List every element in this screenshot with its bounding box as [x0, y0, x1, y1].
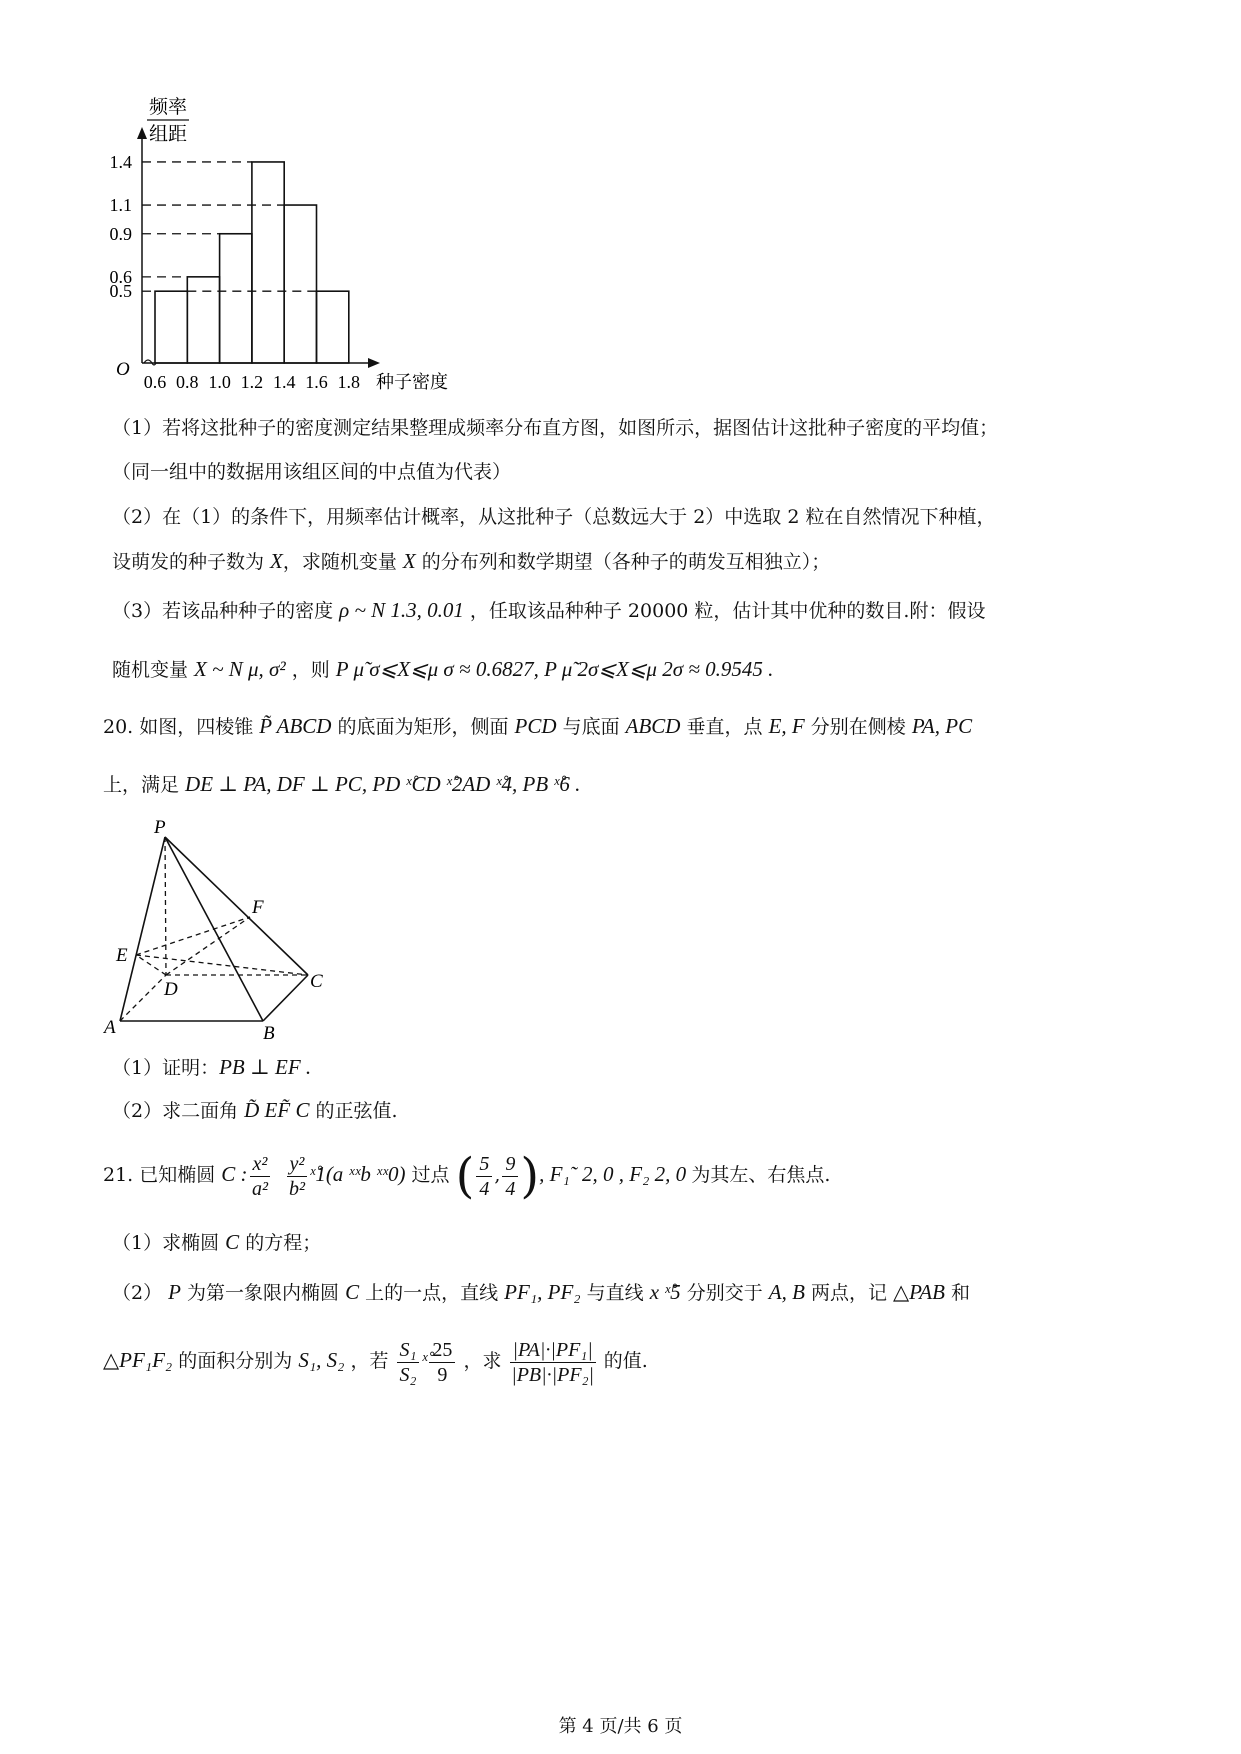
- edge-PD: [165, 837, 166, 975]
- x-axis-label: 种子密度: [376, 372, 448, 392]
- origin-label: O: [116, 359, 130, 380]
- x-tick-label: 1.0: [208, 372, 231, 392]
- histogram-bar: [220, 234, 252, 363]
- q19-part2-line1: （2）在（1）的条件下，用频率估计概率，从这批种子（总数远大于 2）中选取 2 粒在自然情况下种植，: [112, 506, 996, 528]
- x-tick-label: 1.6: [305, 372, 328, 392]
- x-tick-label: 1.2: [240, 372, 264, 392]
- q20-sub2: （2）求二面角 D̃ EF̃ C 的正弦值.: [112, 1098, 398, 1122]
- vertex-label-A: A: [104, 1017, 116, 1038]
- q20-line2: 上，满足 DE ⊥ PA, DF ⊥ PC, PD ˣ̊CD ˣ̊2AD ˣ̊4, PB ˣ̊6 .: [103, 772, 581, 796]
- y-tick-label: 0.5: [109, 281, 132, 302]
- x-axis-arrow: [368, 358, 380, 368]
- fraction-9-4: $\frac{9}{4}$: [502, 1152, 518, 1201]
- q19-part3-line1: （3）若该品种种子的密度 ρ ~ N 1.3, 0.01 ，任取该品种种子 20000 粒，估计其中优种的数目.附：假设: [112, 598, 986, 622]
- histogram-x-ticks: [144, 372, 360, 392]
- histogram-bars: [155, 162, 349, 363]
- edge-PA: [120, 837, 165, 1021]
- frequency-histogram: [100, 85, 500, 400]
- fraction-5-4: $\frac{5}{4}$: [476, 1152, 492, 1201]
- q21-sub2: （2） P 为第一象限内椭圆 C 上的一点，直线 PF₁, PF₂ 与直线 x ˣ̊5 分别交于 A, B 两点，记 △PAB 和: [112, 1280, 971, 1304]
- y-tick-label: 0.6: [109, 266, 132, 287]
- q19-part1-line2: （同一组中的数据用该组区间的中点值为代表）: [112, 461, 512, 483]
- edge-BC: [263, 975, 308, 1021]
- histogram-bar: [284, 205, 316, 363]
- y-tick-label: 0.9: [109, 223, 132, 244]
- x-tick-label: 0.6: [143, 372, 167, 392]
- vertex-label-F: F: [252, 897, 264, 918]
- vertex-label-P: P: [154, 817, 166, 838]
- histogram-axes: [137, 127, 380, 368]
- fraction-ratio: $\frac{\text{|PA|·|PF₁|}}{\text{|PB|·|PF₂|}}$: [511, 1338, 595, 1386]
- q20-sub1: （1）证明：PB ⊥ EF .: [112, 1055, 312, 1079]
- edge-AD: [120, 975, 166, 1021]
- edge-PC: [165, 837, 308, 975]
- pyramid-figure: [100, 815, 340, 1047]
- histogram-y-ticks: [110, 152, 133, 301]
- segment-EF: [136, 917, 250, 955]
- x-tick-label: 1.8: [337, 372, 361, 392]
- histogram-bar: [252, 162, 284, 363]
- page-footer: 第 4 页/共 6 页: [558, 1716, 683, 1737]
- y-tick-label: 1.4: [109, 151, 132, 172]
- fraction-S1-S2: $\frac{\text{S₁}}{\text{S₂}}$: [397, 1338, 420, 1387]
- vertex-label-C: C: [310, 971, 323, 992]
- segment-EC: [136, 955, 308, 975]
- q21-sub1: （1）求椭圆 C 的方程；: [112, 1230, 322, 1254]
- histogram-bar: [187, 277, 219, 363]
- fraction-y2-b2: $\frac{\text{y²}}{\text{b²}}$: [287, 1152, 308, 1201]
- q19-part2-line2: 设萌发的种子数为 X，求随机变量 X 的分布列和数学期望（各种子的萌发互相独立）；: [112, 549, 831, 573]
- histogram-bar: [317, 291, 349, 363]
- histogram-guide-lines: [142, 162, 317, 291]
- q19-part1-line1: （1）若将这批种子的密度测定结果整理成频率分布直方图，如图所示，据图估计这批种子密度的平均值；: [112, 417, 999, 439]
- vertex-label-E: E: [116, 945, 128, 966]
- x-tick-label: 0.8: [176, 372, 199, 392]
- q20-line1: 20. 如图，四棱锥 P̃ ABCD 的底面为矩形，侧面 PCD 与底面 ABCD 垂直，点 E, F 分别在侧棱 PA, PC: [103, 714, 973, 738]
- segment-DE: [136, 955, 166, 975]
- y-axis-arrow: [137, 127, 147, 139]
- fraction-25-9: $\frac{25}{9}$: [429, 1338, 455, 1387]
- q21-line1: 21. 已知椭圆 C : $\frac{\text{x²}}{\text{a²}}$ $\frac{\text{y²}}{\text{b²}}$ ˣ̊1(a ˣˣb ˣˣ0) 过点 ( $\frac{5}{4}$ , $\frac{9}{4}$ ), F₁˜ 2, 0 , F₂ 2, 0 为其左、右焦点.: [103, 1148, 831, 1204]
- q19-part3-line2: 随机变量 X ~ N μ, σ² ，则 P μ̃ σ⩽X⩽μ σ ≈ 0.6827, P μ̃ 2σ⩽X⩽μ 2σ ≈ 0.9545 .: [112, 657, 774, 681]
- q21-sub2-line2: △PF₁F₂ 的面积分别为 S₁, S₂ ，若 $\frac{\text{S₁}}{\text{S₂}}$ ˣ̊ $\frac{25}{9}$ ，求 $\frac{\text{|PA|·|PF₁|}}{\text{|PB|·|PF₂|}}$ 的值.: [103, 1338, 648, 1386]
- vertex-label-B: B: [263, 1023, 275, 1044]
- y-label-denominator: 组距: [148, 124, 188, 145]
- fraction-x2-a2: $\frac{\text{x²}}{\text{a²}}$: [250, 1152, 271, 1201]
- x-tick-label: 1.4: [272, 372, 296, 392]
- histogram-bar: [155, 291, 187, 363]
- y-tick-label: 1.1: [109, 195, 132, 216]
- y-label-numerator: 频率: [148, 97, 188, 118]
- vertex-label-D: D: [164, 979, 178, 1000]
